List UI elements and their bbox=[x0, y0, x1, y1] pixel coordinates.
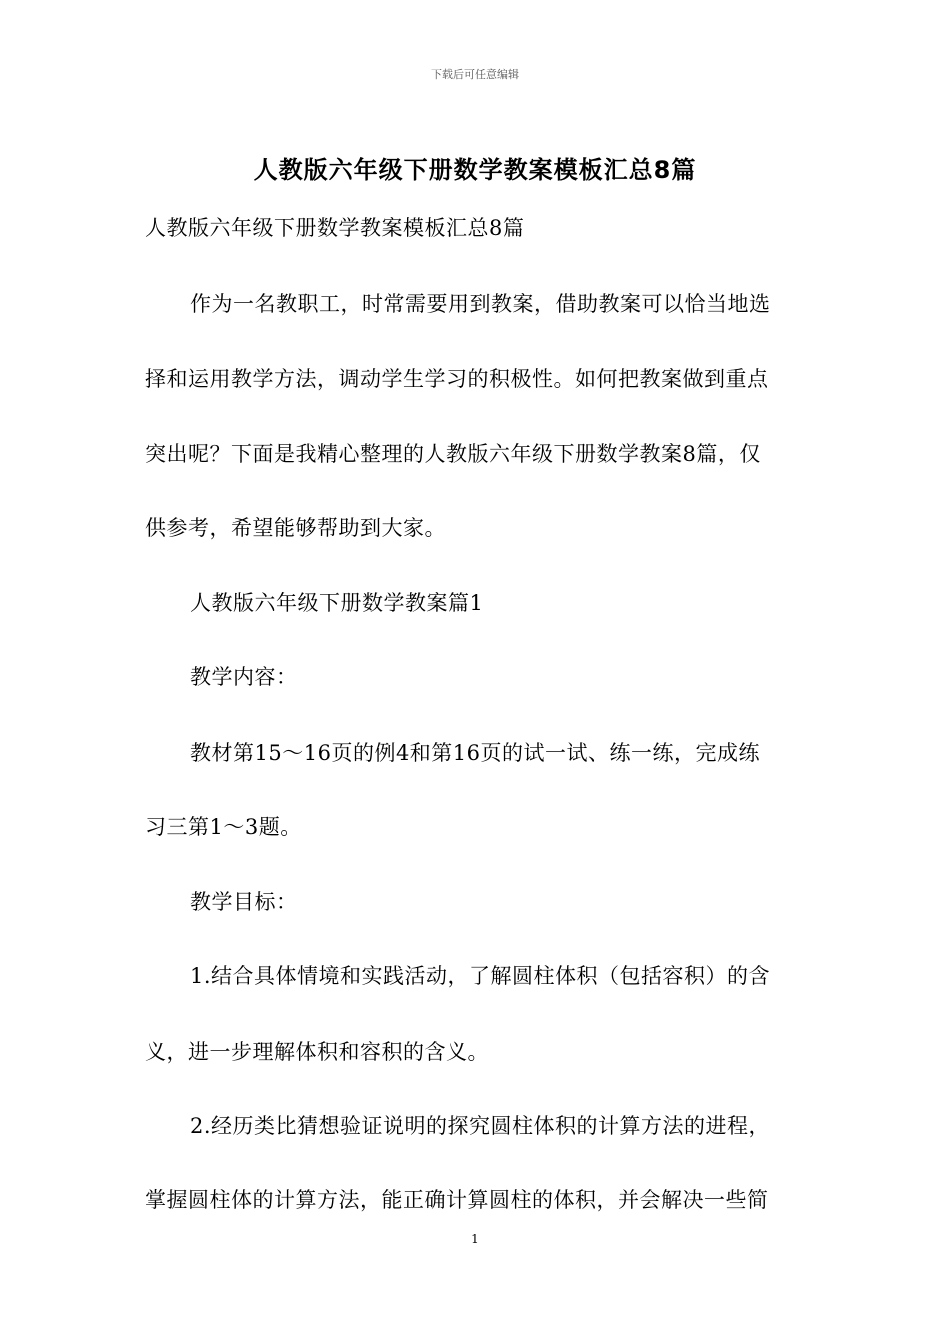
subtitle-line: 人教版六年级下册数学教案模板汇总8篇 bbox=[145, 216, 525, 240]
paragraph-line: 掌握圆柱体的计算方法，能正确计算圆柱的体积，并会解决一些简 bbox=[145, 1188, 769, 1212]
section-label: 教学内容： bbox=[190, 665, 298, 689]
paragraph-line: 作为一名教职工，时常需要用到教案，借助教案可以恰当地选 bbox=[190, 292, 771, 316]
paragraph-line: 供参考，希望能够帮助到大家。 bbox=[145, 516, 446, 540]
paragraph-line: 1.结合具体情境和实践活动，了解圆柱体积（包括容积）的含 bbox=[190, 964, 771, 988]
section-label: 教学目标： bbox=[190, 890, 298, 914]
paragraph-line: 突出呢？下面是我精心整理的人教版六年级下册数学教案8篇，仅 bbox=[145, 442, 761, 466]
section-heading: 人教版六年级下册数学教案篇1 bbox=[190, 591, 484, 615]
document-title: 人教版六年级下册数学教案模板汇总8篇 bbox=[253, 156, 697, 184]
paragraph-line: 教材第15～16页的例4和第16页的试一试、练一练，完成练 bbox=[190, 741, 761, 765]
paragraph-line: 义，进一步理解体积和容积的含义。 bbox=[145, 1040, 489, 1064]
page-number: 1 bbox=[471, 1232, 479, 1246]
page-header: 下载后可任意编辑 bbox=[431, 68, 519, 81]
paragraph-line: 2.经历类比猜想验证说明的探究圆柱体积的计算方法的进程， bbox=[190, 1114, 771, 1138]
paragraph-line: 习三第1～3题。 bbox=[145, 815, 302, 839]
paragraph-line: 择和运用教学方法，调动学生学习的积极性。如何把教案做到重点 bbox=[145, 367, 769, 391]
